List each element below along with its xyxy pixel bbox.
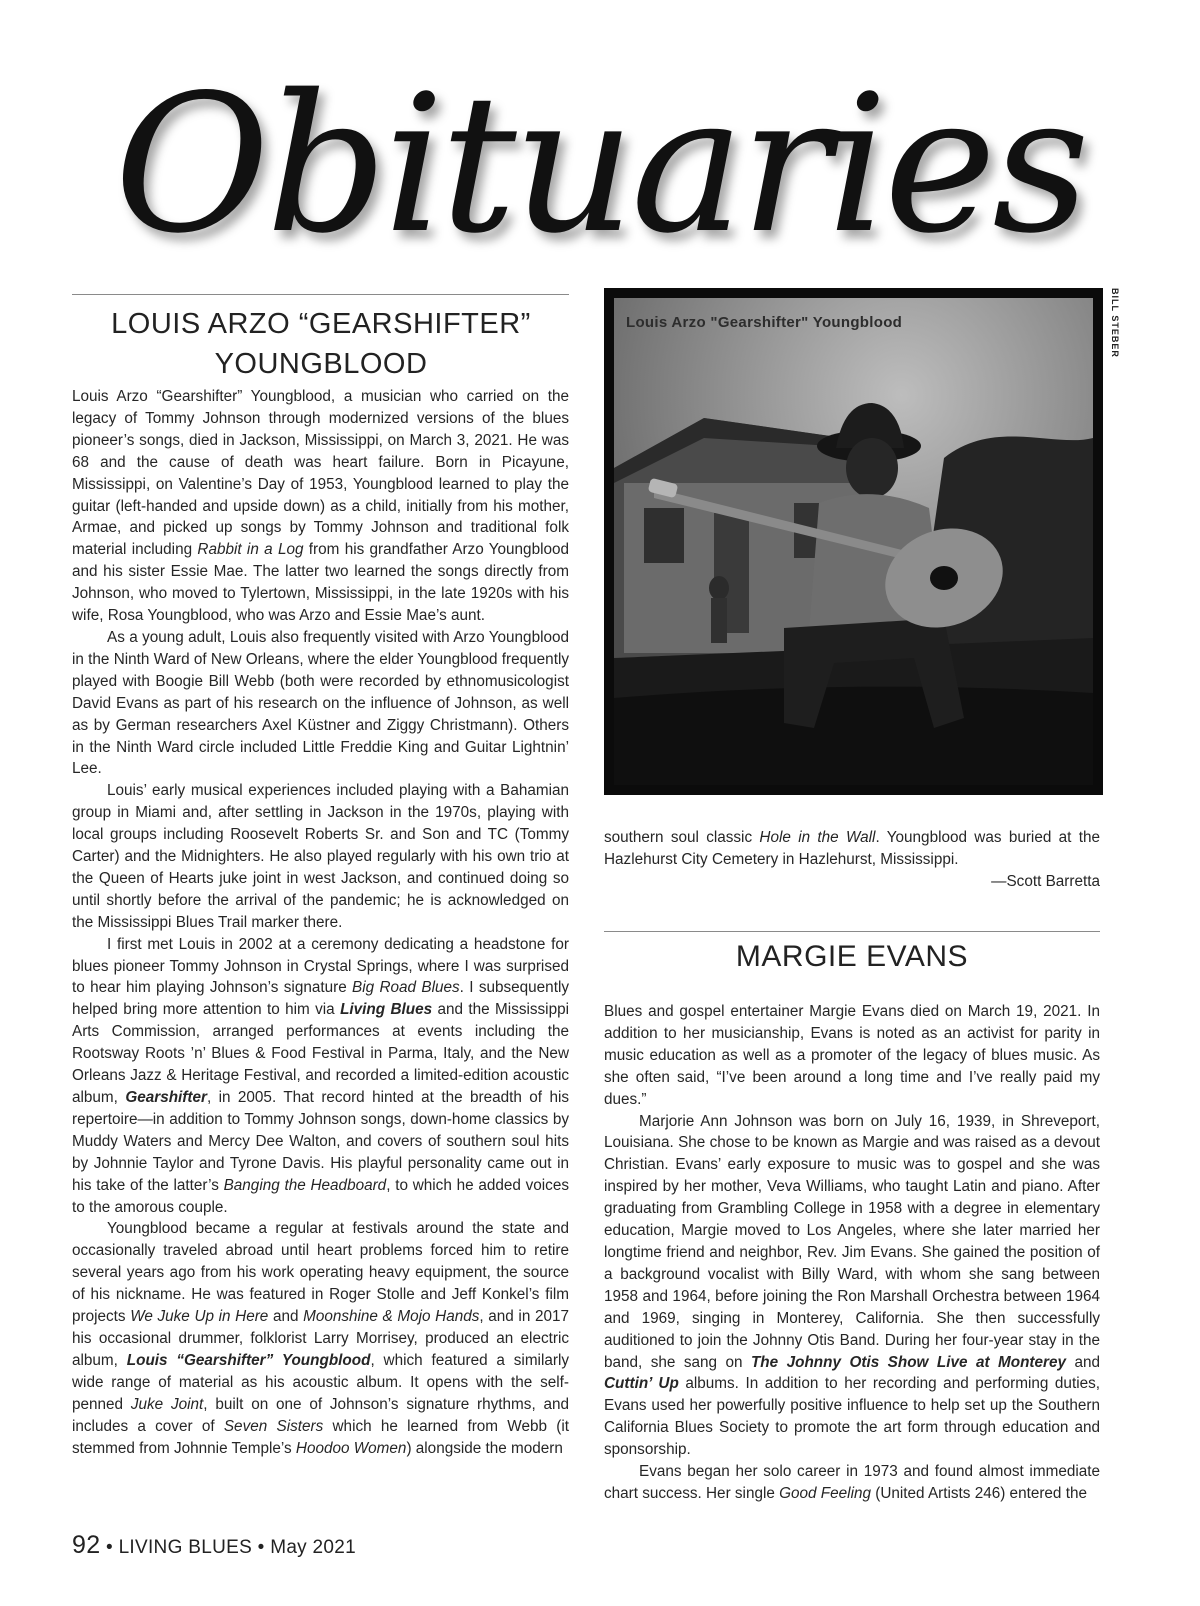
youngblood-article-column [72, 386, 569, 1459]
magazine-name: LIVING BLUES [118, 1537, 253, 1558]
youngblood-article-continued [604, 827, 1100, 893]
youngblood-photo [604, 288, 1103, 795]
article-paragraph: southern soul classic Hole in the Wall. Youngblood was buried at the Hazlehurst City Cemetery in Hazlehurst, Mississippi. [604, 829, 1100, 868]
article-paragraph: Youngblood became a regular at festivals around the state and occasionally traveled abroad until heart problems forced him to retire several years ago from his work operating heavy equipment, the source of his nickname. He was featured in Roger Stolle and Jeff Konkel’s film projects We Juke Up in Here and Moonshine & Mojo Hands, and in 2017 his occasional drummer, folklorist Larry Morrisey, produced an electric album, Louis “Gearshifter” Youngblood, which featured a similarly wide range of material as his acoustic album. It opens with the self-penned Juke Joint, built on one of Johnson’s signature rhythms, and includes a cover of Seven Sisters which he learned from Webb (it stemmed from Johnnie Temple’s Hoodoo Women) alongside the modern [72, 1220, 570, 1457]
issue-date: May 2021 [270, 1537, 357, 1558]
article-paragraph: Louis’ early musical experiences included playing with a Bahamian group in Miami and, after settling in Jackson in the 1970s, playing with local groups including Roosevelt Roberts Sr. and Son and TC (Tommy Carter) and the Midnighters. He also played regularly with his own trio at the Queen of Hearts juke joint in west Jackson, and continued doing so until shortly before the arrival of the pandemic; he is acknowledged on the Mississippi Blues Trail marker there. [72, 782, 569, 931]
headline-margie-evans: MARGIE EVANS [735, 940, 969, 973]
article-paragraph: Evans began her solo career in 1973 and found almost immediate chart success. Her single Good Feeling (United Artists 246) entered the [604, 1463, 1100, 1502]
page-footer [72, 1528, 356, 1562]
photo-image [614, 298, 1093, 785]
photo-credit: BILL STEBER [1110, 288, 1120, 358]
headline-line-2: YOUNGBLOOD [214, 348, 428, 380]
page-number: 92 [72, 1531, 101, 1559]
photo-caption: Louis Arzo "Gearshifter" Youngblood [626, 314, 903, 331]
photo-illustration [614, 298, 1093, 785]
evans-article-column [604, 1001, 1100, 1505]
headline-line-1: LOUIS ARZO “GEARSHIFTER” [111, 308, 531, 340]
article-paragraph: As a young adult, Louis also frequently visited with Arzo Youngblood in the Ninth Ward of New Orleans, where the elder Youngblood frequently played with Boogie Bill Webb (both were recorded by ethnomusicologist David Evans as part of his research on the influence of Johnson, as well as by German researchers Axel Küstner and Ziggy Christmann). Others in the Ninth Ward circle included Little Freddie King and Guitar Lightnin’ Lee. [72, 628, 569, 778]
article-paragraph: I first met Louis in 2002 at a ceremony dedicating a headstone for blues pioneer Tommy Johnson in Crystal Springs, where I was surprised to hear him playing Johnson’s signature Big Road Blues. I subsequently helped bring more attention to him via Living Blues and the Mississippi Arts Commission, arranged performances at events including the Rootsway Roots ’n’ Blues & Food Festival in Parma, Italy, and the New Orleans Jazz & Heritage Festival, and recorded a limited-edition acoustic album, Gearshifter, in 2005. That record hinted at the breadth of his repertoire—in addition to Tommy Johnson songs, down-home classics by Muddy Waters and Mercy Dee Walton, and covers of southern soul hits by Johnnie Taylor and Tyrone Davis. His playful personality came out in his take of the latter’s Banging the Headboard, to which he added voices to the amorous couple. [72, 935, 569, 1216]
article-paragraph: Blues and gospel entertainer Margie Evans died on March 19, 2021. In addition to her musicianship, Evans is noted as an activist for parity in music education as well as a promoter of the legacy of blues music. As she often said, “I’ve been around a long time and I’ve really paid my dues.” [604, 1003, 1100, 1108]
headline-youngblood [72, 304, 570, 384]
footer-separator: • [106, 1537, 113, 1558]
section-rule-right [604, 931, 1100, 932]
byline: —Scott Barretta [991, 872, 1100, 890]
top-rule-left [72, 294, 569, 295]
masthead-title: Obituaries [114, 54, 1086, 275]
article-paragraph: Marjorie Ann Johnson was born on July 16, 1939, in Shreveport, Louisiana. She chose to be known as Margie and was raised as a devout Christian. Evans’ early exposure to music was to gospel and she was inspired by her mother, Veva Williams, who taught Latin and piano. After graduating from Grambling College in 1958 with a degree in elementary education, Margie moved to Los Angeles, where she later married her longtime friend and neighbor, Rev. Jim Evans. She gained the position of a background vocalist with Billy Ward, with whom she sang between 1958 and 1964, before joining the Ron Marshall Orchestra between 1964 and 1969, singing in Monterey, California. She then successfully auditioned to join the Johnny Otis Band. During her four-year stay in the band, she sang on The Johnny Otis Show Live at Monterey and Cuttin’ Up albums. In addition to her recording and performing duties, Evans used her powerfully positive influence to help set up the Southern California Blues Society to promote the art form through education and sponsorship. [604, 1112, 1100, 1459]
article-paragraph: Louis Arzo “Gearshifter” Youngblood, a musician who carried on the legacy of Tommy Johnson through modernized versions of the blues pioneer’s songs, died in Jackson, Mississippi, on March 3, 2021. He was 68 and the cause of death was heart failure. Born in Picayune, Mississippi, on Valentine’s Day of 1953, Youngblood learned to play the guitar (left-handed and upside down) as a child, initially from his mother, Armae, and picked up songs by Tommy Johnson and traditional folk material including Rabbit in a Log from his grandfather Arzo Youngblood and his sister Essie Mae. The latter two learned the songs directly from Johnson, who moved to Tylertown, Mississippi, in the late 1920s with his wife, Rosa Youngblood, who was Arzo and Essie Mae’s aunt. [72, 388, 569, 625]
footer-separator: • [257, 1537, 265, 1558]
